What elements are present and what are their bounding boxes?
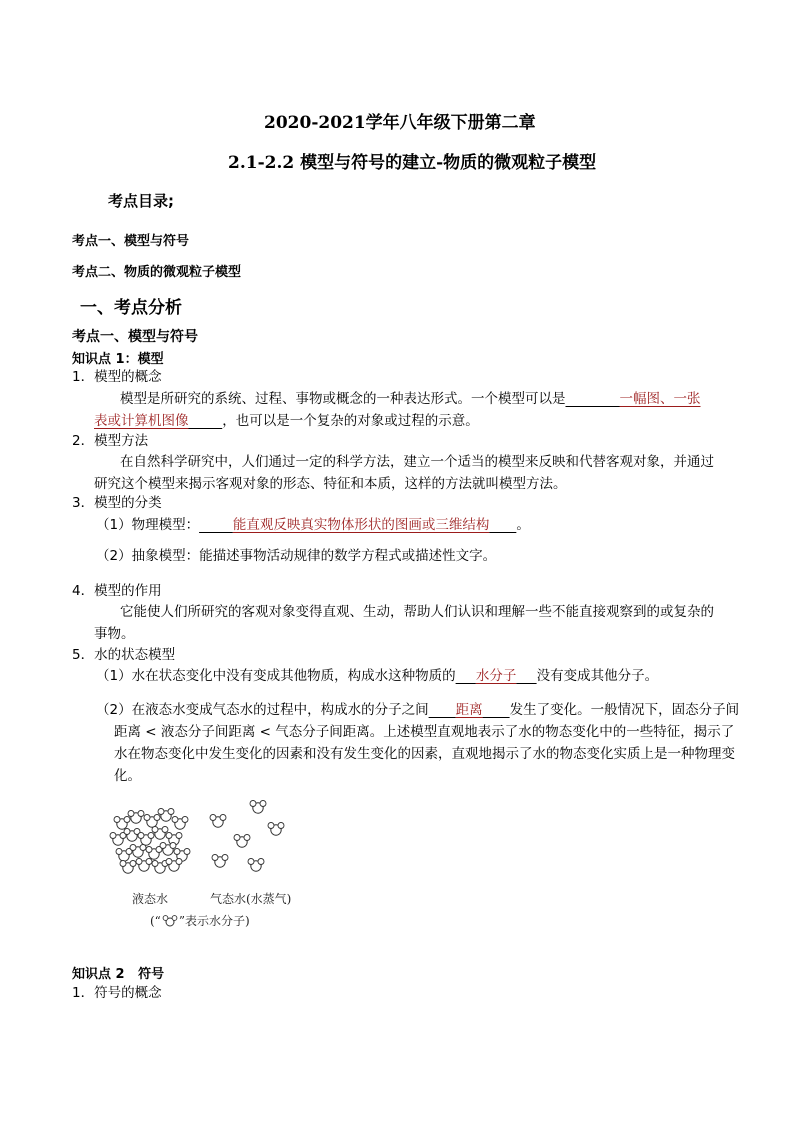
zhishidian-1-heading: 知识点 1：模型 (72, 352, 164, 367)
p3-item-1-end: 。 (516, 517, 530, 533)
water-molecule-icon (161, 913, 179, 927)
figure-caption-a: (“ (150, 914, 161, 928)
zhishidian-2-heading: 知识点 2 符号 (72, 967, 165, 982)
liquid-water-molecules (110, 809, 190, 874)
p5-item-1 (96, 665, 658, 687)
p3-item-2: （2）抽象模型：能描述事物活动规律的数学方程式或描述性文字。 (96, 548, 497, 564)
p1-blank-2 (189, 413, 223, 429)
toc-heading: 考点目录; (108, 192, 174, 210)
p5-item-1-text-a: （1）水在状态变化中没有变成其他物质，构成水这种物质的 (96, 668, 456, 684)
p3-item-1-label: （1）物理模型： (96, 517, 200, 533)
p5-item-2-answer: 距离 (455, 702, 483, 718)
p1-heading: 1．模型的概念 (72, 369, 162, 385)
p1-blank-1 (566, 391, 620, 407)
p5-item-2-blank-pre (429, 702, 456, 718)
p2-heading: 2．模型方法 (72, 433, 149, 449)
figure-caption (150, 912, 250, 929)
p3-heading: 3．模型的分类 (72, 495, 162, 511)
p5-item-2-blank-post (483, 702, 510, 718)
p5-item-1-blank-post (516, 668, 536, 684)
p4-text: 它能使人们所研究的客观对象变得直观、生动，帮助人们认识和理解一些不能直接观察到的或复杂的事物。 (94, 604, 714, 642)
p5-item-1-text-b: 没有变成其他分子。 (536, 668, 659, 684)
figure-caption-b: ”表示水分子) (178, 914, 250, 928)
figure-label-liquid: 液态水 (132, 892, 169, 906)
figure-label-gas: 气态水(水蒸气) (210, 892, 292, 906)
q1-heading: 1．符号的概念 (72, 985, 162, 1001)
doc-title-line1: 2020-2021学年八年级下册第二章 (264, 113, 536, 133)
kaodian-1-heading: 考点一、模型与符号 (72, 329, 198, 345)
p5-item-2-text-b: 发生了变化。一般情况下，固态分子间距离 < 液态分子间距离 < 气态分子间距离。上述模型直观地表示了水的物态变化中的一些特征，揭示了水在物态变化中发生变化的因素和没有发生变化的因素，直观地揭示了水的物态变化实质上是一种物理变化。 (114, 702, 740, 784)
p4-heading: 4．模型的作用 (72, 583, 162, 599)
section-heading: 一、考点分析 (80, 298, 182, 318)
p5-heading: 5．水的状态模型 (72, 647, 176, 663)
p5-item-1-blank-pre (456, 668, 476, 684)
gas-water-molecules (210, 801, 284, 872)
p5-item-2 (96, 699, 742, 787)
p3-item-1-answer: 能直观反映真实物体形状的图画或三维结构 (232, 517, 490, 533)
p1-line1 (120, 388, 701, 410)
doc-title-line2: 2.1-2.2 模型与符号的建立-物质的微观粒子模型 (228, 153, 597, 173)
p5-item-2-text-a: （2）在液态水变成气态水的过程中，构成水的分子之间 (96, 702, 429, 718)
p3-item-1-blank-post (489, 517, 516, 533)
p1-text-b: ，也可以是一个复杂的对象或过程的示意。 (222, 413, 479, 429)
p3-item-1 (96, 514, 530, 536)
p2-text: 在自然科学研究中，人们通过一定的科学方法，建立一个适当的模型来反映和代替客观对象，并通过研究这个模型来揭示客观对象的形态、特征和本质，这样的方法就叫模型方法。 (94, 454, 714, 492)
p1-text-a: 模型是所研究的系统、过程、事物或概念的一种表达形式。一个模型可以是 (120, 391, 566, 407)
toc-item-1: 考点一、模型与符号 (72, 234, 190, 249)
p1-answer-part1: 一幅图、一张 (619, 391, 701, 407)
p5-item-1-answer: 水分子 (475, 668, 517, 684)
p3-item-1-blank-pre (199, 517, 233, 533)
p1-line2 (94, 410, 479, 432)
p1-answer-part2: 表或计算机图像 (94, 413, 189, 429)
toc-item-2: 考点二、物质的微观粒子模型 (72, 265, 242, 280)
